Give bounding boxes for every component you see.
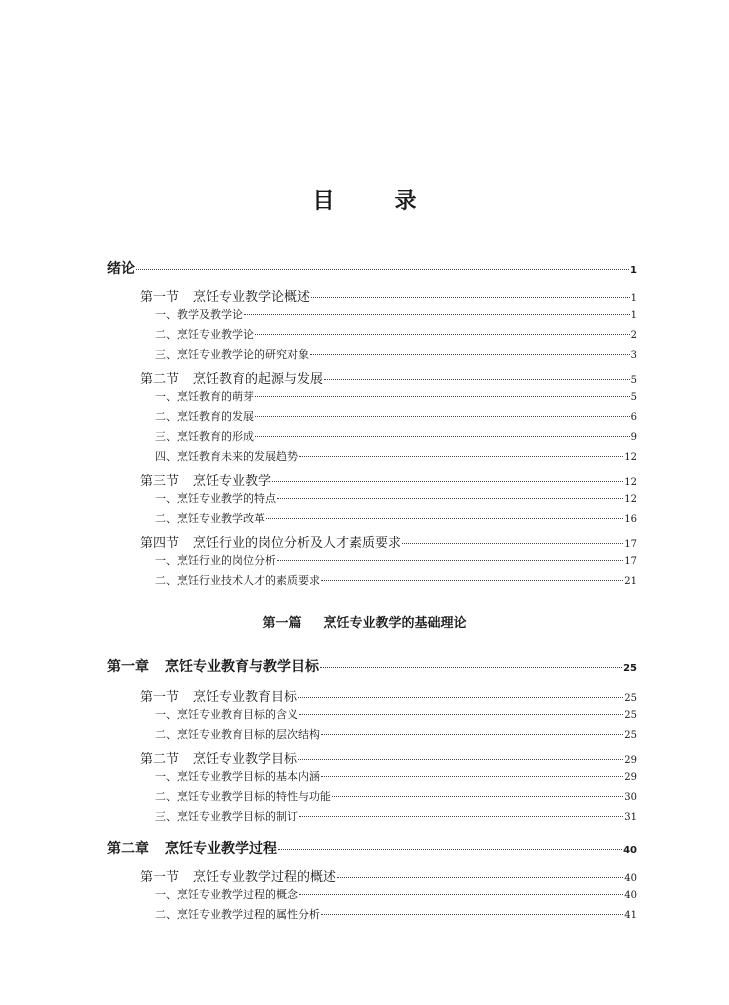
dot-leader [311, 297, 630, 298]
toc-entry-label: 一、烹饪专业教学过程的概念 [155, 888, 298, 901]
toc-entry-title: 烹饪专业教学 [193, 474, 272, 489]
toc-entry-item [155, 510, 637, 526]
toc-entry-title: 烹饪专业教学过程 [165, 841, 277, 857]
toc-entry-label: 第三节 烹饪专业教学 [140, 474, 272, 489]
toc-entry-label: 第四节 烹饪行业的岗位分析及人才素质要求 [140, 536, 402, 551]
toc-entry-label: 第二章 烹饪专业教学过程 [107, 841, 277, 857]
toc-page-number: 31 [624, 812, 637, 823]
toc-entry-label: 一、烹饪专业教学目标的基本内涵 [155, 770, 320, 783]
toc-entry-label: 第一章 烹饪专业教育与教学目标 [107, 659, 319, 675]
toc-entry-section [140, 748, 637, 767]
dot-leader [277, 560, 623, 561]
toc-page-number: 12 [624, 452, 637, 463]
toc-entry-item [155, 428, 637, 444]
dot-leader [310, 354, 630, 355]
dot-leader [272, 481, 623, 482]
toc-entry-chapter [107, 656, 637, 676]
toc-page-number: 1 [630, 310, 637, 321]
dot-leader [299, 894, 623, 895]
toc-page-number: 6 [630, 412, 637, 423]
toc-entry-label: 一、烹饪行业的岗位分析 [155, 554, 276, 567]
dot-leader [321, 776, 623, 777]
toc-page-number: 40 [624, 890, 637, 901]
toc-entry-item [155, 706, 637, 722]
toc-entry-intro [107, 258, 637, 278]
dot-leader [320, 667, 622, 668]
toc-entry-section [140, 470, 637, 489]
toc-entry-label: 三、烹饪专业教学论的研究对象 [155, 348, 309, 361]
toc-entry-title: 烹饪行业的岗位分析及人才素质要求 [193, 536, 402, 551]
dot-leader [332, 796, 623, 797]
toc-entry-label: 二、烹饪行业技术人才的素质要求 [155, 574, 320, 587]
part-number: 第一篇 [262, 616, 302, 631]
toc-entry-label: 第一节 烹饪专业教育目标 [140, 690, 298, 705]
toc-entry-title: 烹饪专业教育目标 [193, 690, 298, 705]
toc-entry-chapter [107, 838, 637, 858]
toc-page-number: 17 [624, 539, 637, 550]
toc-entry-item [155, 768, 637, 784]
toc-entry-title: 烹饪专业教学目标 [193, 752, 298, 767]
toc-page-number: 2 [630, 330, 637, 341]
toc-entry-item [155, 306, 637, 322]
dot-leader [277, 498, 623, 499]
toc-entry-item [155, 490, 637, 506]
toc-entry-label: 第二节 烹饪教育的起源与发展 [140, 372, 324, 387]
toc-entry-title: 烹饪专业教育与教学目标 [165, 659, 319, 675]
toc-entry-label: 二、烹饪专业教学论 [155, 328, 254, 341]
toc-entry-item [155, 388, 637, 404]
toc-entry-label: 二、烹饪专业教学改革 [155, 512, 265, 525]
toc-entry-item [155, 788, 637, 804]
toc-entry-item [155, 408, 637, 424]
page-title [0, 184, 729, 215]
toc-page-number: 40 [623, 845, 637, 856]
toc-page-number: 12 [624, 494, 637, 505]
toc-entry-label: 一、烹饪专业教学的特点 [155, 492, 276, 505]
title-char: 录 [394, 189, 417, 214]
toc-entry-label: 三、烹饪教育的形成 [155, 430, 254, 443]
toc-page-number: 5 [630, 392, 637, 403]
toc-entry-label: 二、烹饪专业教育目标的层次结构 [155, 728, 320, 741]
toc-entry-item [155, 808, 637, 824]
toc-page-number: 29 [624, 772, 637, 783]
dot-leader [255, 334, 630, 335]
dot-leader [321, 580, 623, 581]
toc-page-number: 30 [624, 792, 637, 803]
toc-page-number: 25 [624, 693, 637, 704]
toc-entry-item [155, 552, 637, 568]
dot-leader [244, 314, 630, 315]
toc-page-number: 1 [630, 293, 637, 304]
dot-leader [255, 416, 630, 417]
toc-page-number: 16 [624, 514, 637, 525]
toc-entry-label: 二、烹饪教育的发展 [155, 410, 254, 423]
toc-entry-label: 三、烹饪专业教学目标的制订 [155, 810, 298, 823]
dot-leader [337, 877, 623, 878]
dot-leader [278, 849, 622, 850]
toc-entry-item [155, 326, 637, 342]
dot-leader [136, 269, 629, 270]
toc-page-number: 1 [630, 265, 637, 276]
toc-page-number: 21 [624, 576, 637, 587]
toc-entry-item [155, 448, 637, 464]
dot-leader [255, 396, 630, 397]
toc-page-number: 41 [624, 910, 637, 921]
dot-leader [299, 816, 623, 817]
toc-entry-label: 四、烹饪教育未来的发展趋势 [155, 450, 298, 463]
toc-entry-label: 绪论 [107, 261, 135, 277]
toc-page-number: 40 [624, 873, 637, 884]
dot-leader [298, 759, 623, 760]
toc-page-number: 5 [630, 375, 637, 386]
toc-page-number: 25 [624, 710, 637, 721]
toc-entry-label: 第二节 烹饪专业教学目标 [140, 752, 298, 767]
toc-entry-item [155, 886, 637, 902]
dot-leader [298, 697, 623, 698]
toc-entry-label: 第一节 烹饪专业教学过程的概述 [140, 870, 337, 885]
dot-leader [402, 543, 623, 544]
toc-entry-item [155, 726, 637, 742]
toc-entry-label: 一、烹饪教育的萌芽 [155, 390, 254, 403]
title-char: 目 [312, 189, 335, 214]
toc-page-number: 29 [624, 755, 637, 766]
dot-leader [299, 714, 623, 715]
dot-leader [324, 379, 630, 380]
toc-entry-item [155, 906, 637, 922]
dot-leader [299, 456, 623, 457]
dot-leader [321, 914, 623, 915]
dot-leader [255, 436, 630, 437]
toc-entry-title: 烹饪专业教学论概述 [193, 290, 311, 305]
toc-entry-section [140, 686, 637, 705]
toc-entry-label: 二、烹饪专业教学过程的属性分析 [155, 908, 320, 921]
toc-entry-section [140, 866, 637, 885]
toc-entry-section [140, 532, 637, 551]
toc-entry-section [140, 286, 637, 305]
toc-entry-title: 烹饪教育的起源与发展 [193, 372, 324, 387]
toc-page-number: 3 [630, 350, 637, 361]
toc-page-number: 9 [630, 432, 637, 443]
toc-entry-title: 烹饪专业教学过程的概述 [193, 870, 337, 885]
dot-leader [266, 518, 623, 519]
toc-page-number: 25 [623, 663, 637, 674]
toc-entry-section [140, 368, 637, 387]
toc-part-heading [0, 612, 729, 631]
toc-entry-label: 一、教学及教学论 [155, 308, 243, 321]
toc-entry-item [155, 346, 637, 362]
toc-page-number: 17 [624, 556, 637, 567]
part-title: 烹饪专业教学的基础理论 [323, 616, 467, 631]
toc-entry-label: 一、烹饪专业教育目标的含义 [155, 708, 298, 721]
toc-entry-label: 第一节 烹饪专业教学论概述 [140, 290, 311, 305]
toc-page-number: 12 [624, 477, 637, 488]
toc-page-number: 25 [624, 730, 637, 741]
toc-entry-label: 二、烹饪专业教学目标的特性与功能 [155, 790, 331, 803]
dot-leader [321, 734, 623, 735]
toc-entry-item [155, 572, 637, 588]
